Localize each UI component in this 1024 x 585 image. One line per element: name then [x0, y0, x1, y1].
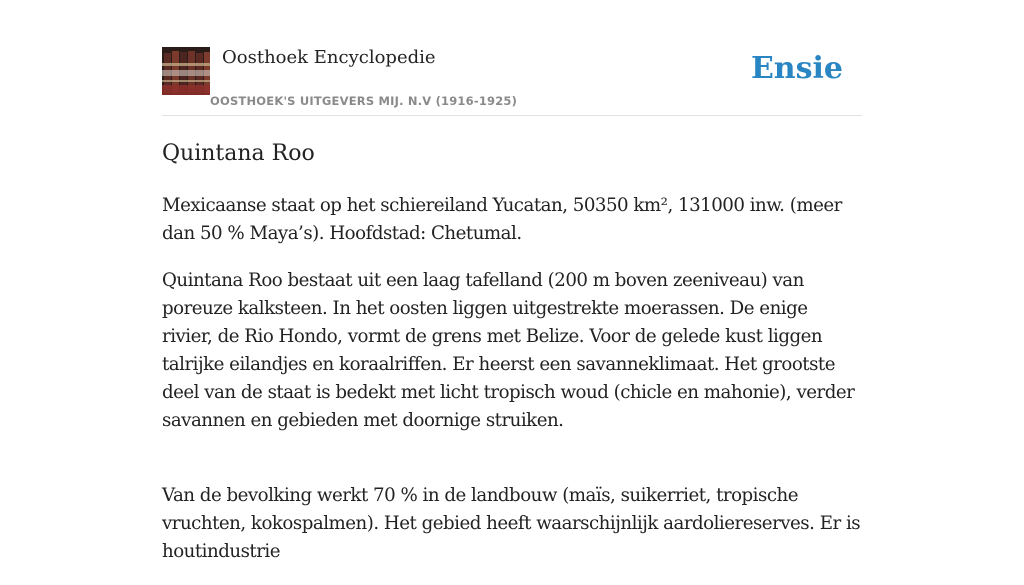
article-title: Quintana Roo [162, 141, 315, 166]
page [162, 0, 862, 562]
source-header [162, 0, 862, 116]
article-paragraph: Quintana Roo bestaat uit een laag tafelland (200 m boven zeeniveau) van poreuze kalksteen. In het oosten liggen uitgestrekte moerassen. De enige rivier, de Rio Hondo, vormt de grens met Belize. Voor de gelede kust liggen talrijke eilandjes en koraalriffen. Er heerst een savanneklimaat. Het grootste deel van de staat is bedekt met licht tropisch woud (chicle en mahonie), verder savannen en gebieden met doornige struiken. [162, 270, 855, 431]
source-title[interactable]: Oosthoek Encyclopedie [222, 47, 436, 68]
source-avatar[interactable] [162, 47, 210, 95]
ensie-logo-link[interactable]: Ensie [750, 51, 843, 86]
article-paragraph: Van de bevolking werkt 70 % in de landbouw (maïs, suikerriet, tropische vruchten, kokospalmen). Het gebied heeft waarschijnlijk aardoliereserves. Er is houtindustrie [162, 485, 861, 562]
encyclopedia-books-icon [162, 47, 210, 95]
publisher-label: OOSTHOEK'S UITGEVERS MIJ. N.V (1916-1925) [210, 94, 518, 108]
article-body [162, 192, 862, 585]
paragraph-spacer [162, 454, 862, 482]
article-paragraph: Mexicaanse staat op het schiereiland Yucatan, 50350 km², 131000 inw. (meer dan 50 % Maya’s). Hoofdstad: Chetumal. [162, 195, 842, 244]
